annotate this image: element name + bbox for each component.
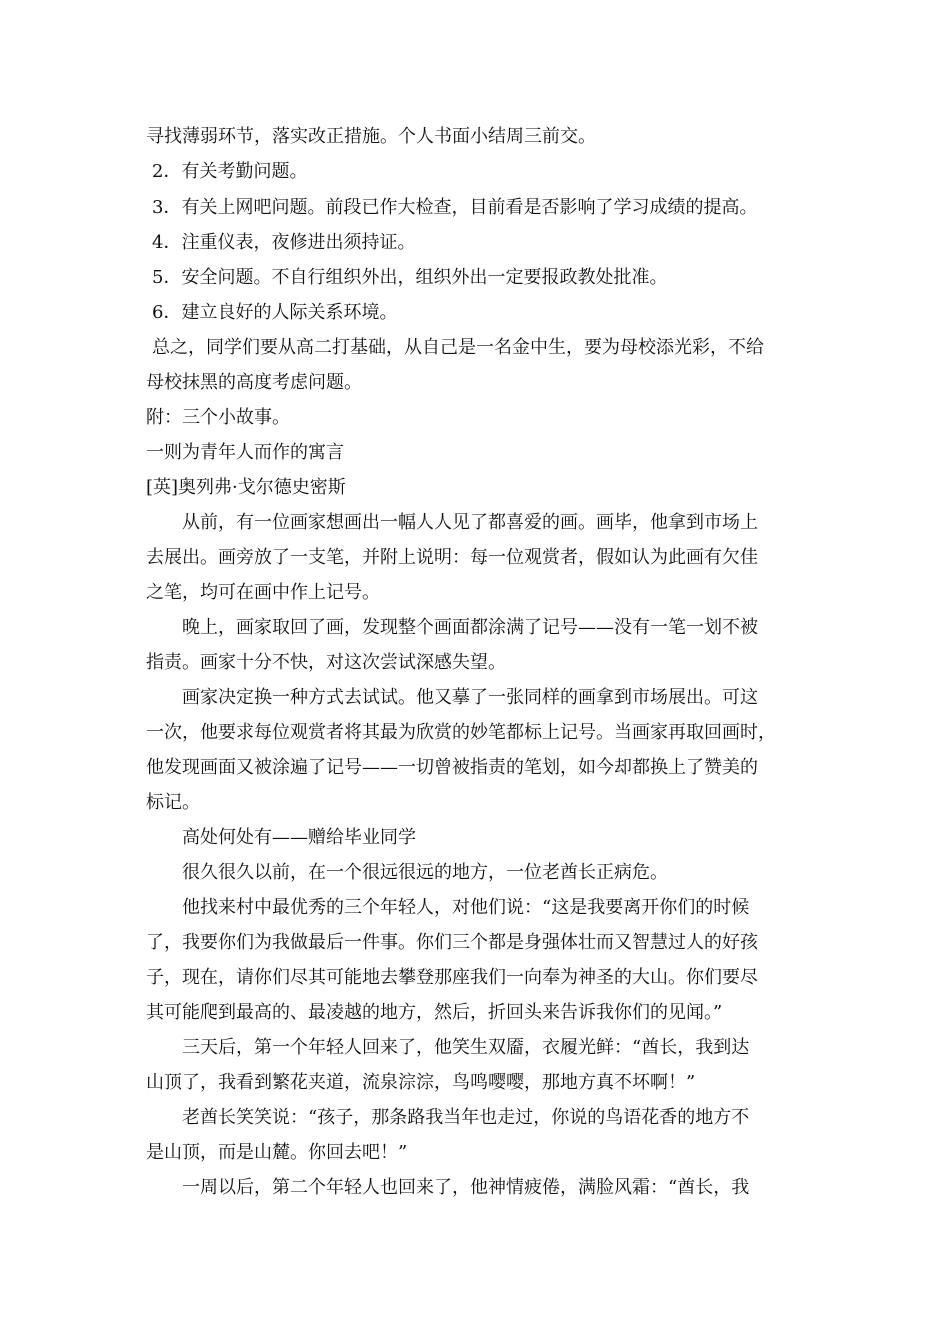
story-author: [英]奥列弗·戈尔德史密斯 [146,477,346,498]
paragraph-line: 是山顶，而是山麓。你回去吧！” [146,1142,408,1163]
text-line: 母校抹黑的高度考虑问题。 [146,372,362,393]
list-item-5: 5．安全问题。不自行组织外出，组织外出一定要报政教处批准。 [152,267,668,288]
paragraph-line: 之笔，均可在画中作上记号。 [146,582,380,603]
paragraph-line: 他发现画面又被涂遍了记号——一切曾被指责的笔划，如今却都换上了赞美的 [146,757,758,778]
paragraph-line: 标记。 [146,792,200,813]
list-item-4: 4．注重仪表，夜修进出须持证。 [152,232,416,253]
paragraph-line: 其可能爬到最高的、最凌越的地方，然后，折回头来告诉我你们的见闻。” [146,1002,723,1023]
paragraph-line: 晚上，画家取回了画，发现整个画面都涂满了记号——没有一笔一划不被 [182,617,758,638]
story-title: 高处何处有——赠给毕业同学 [182,827,416,848]
list-item-2: 2．有关考勤问题。 [152,161,308,182]
list-item-3: 3．有关上网吧问题。前段已作大检查，目前看是否影响了学习成绩的提高。 [152,197,758,218]
text-line: 总之，同学们要从高二打基础，从自己是一名金中生，要为母校添光彩，不给 [152,337,764,358]
paragraph-line: 子，现在，请你们尽其可能地去攀登那座我们一向奉为神圣的大山。你们要尽 [146,967,758,988]
paragraph-line: 一次，他要求每位观赏者将其最为欣赏的妙笔都标上记号。当画家再取回画时， [146,722,776,743]
list-item-6: 6．建立良好的人际关系环境。 [152,302,398,323]
appendix-label: 附：三个小故事。 [146,407,290,428]
paragraph-line: 三天后，第一个年轻人回来了，他笑生双靥，衣履光鲜：“酋长，我到达 [182,1037,750,1058]
paragraph-line: 了，我要你们为我做最后一件事。你们三个都是身强体壮而又智慧过人的好孩 [146,932,758,953]
paragraph-line: 画家决定换一种方式去试试。他又摹了一张同样的画拿到市场展出。可这 [182,687,758,708]
text-line: 寻找薄弱环节，落实改正措施。个人书面小结周三前交。 [146,126,596,147]
paragraph-line: 去展出。画旁放了一支笔，并附上说明：每一位观赏者，假如认为此画有欠佳 [146,547,758,568]
paragraph-line: 很久很久以前，在一个很远很远的地方，一位老酋长正病危。 [182,862,668,883]
paragraph-line: 一周以后，第二个年轻人也回来了，他神情疲倦，满脸风霜：“酋长，我 [182,1177,750,1198]
paragraph-line: 老酋长笑笑说：“孩子，那条路我当年也走过，你说的鸟语花香的地方不 [182,1107,750,1128]
paragraph-line: 他找来村中最优秀的三个年轻人，对他们说：“这是我要离开你们的时候 [182,897,750,918]
paragraph-line: 指责。画家十分不快，对这次尝试深感失望。 [146,652,506,673]
paragraph-line: 山顶了，我看到繁花夹道，流泉淙淙，鸟鸣嘤嘤，那地方真不坏啊！” [146,1072,696,1093]
paragraph-line: 从前，有一位画家想画出一幅人人见了都喜爱的画。画毕，他拿到市场上 [182,512,758,533]
story-title: 一则为青年人而作的寓言 [146,442,344,463]
